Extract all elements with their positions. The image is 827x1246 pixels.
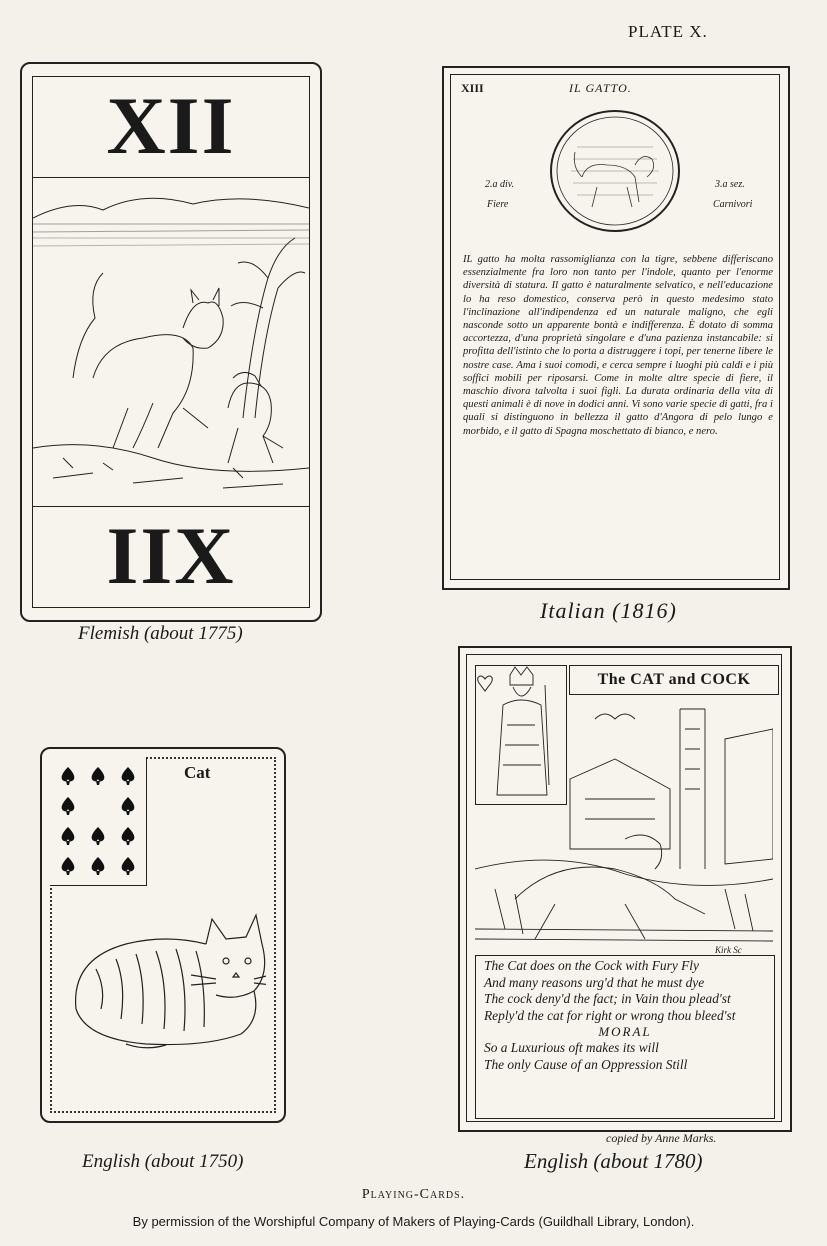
flemish-card xyxy=(20,62,322,622)
italian-card-title: IL GATTO. xyxy=(569,81,632,95)
flemish-top-numeral: XII xyxy=(106,80,236,171)
flemish-bottom-panel xyxy=(33,506,309,607)
engraver-signature: Kirk Sc xyxy=(715,945,742,955)
verse-line: The Cat does on the Cock with Fury Fly xyxy=(484,958,699,973)
moral-line: The only Cause of an Oppression Still xyxy=(484,1056,688,1072)
italian-card-number: XIII xyxy=(461,81,484,95)
english-1750-cat-illustration xyxy=(66,899,266,1059)
flemish-cat-dog-illustration xyxy=(33,178,309,506)
italian-left-label-2: Fiere xyxy=(487,199,509,210)
english-1780-caption: English (about 1780) xyxy=(524,1149,703,1173)
moral-heading: MORAL xyxy=(598,1024,652,1040)
flemish-caption: Flemish (about 1775) xyxy=(78,623,243,644)
flemish-top-panel xyxy=(33,77,309,178)
copied-by-note: copied by Anne Marks. xyxy=(606,1131,717,1145)
italian-right-label-2: Carnivori xyxy=(713,199,753,210)
english-1750-card xyxy=(40,747,286,1123)
english-1780-card xyxy=(458,646,792,1132)
flemish-bottom-numeral: IIX xyxy=(106,510,236,601)
verse-line: Reply'd the cat for right or wrong thou bleed'st xyxy=(484,1007,736,1023)
italian-cat-medallion xyxy=(547,107,683,235)
plate-number: PLATE X. xyxy=(628,22,708,41)
italian-caption: Italian (1816) xyxy=(540,598,677,623)
italian-card xyxy=(442,66,790,590)
italian-card-text: IL gatto ha molta rassomiglianza con la tigre, sebbene differiscano essenzialmente fra loro non tanto per l'indole, quanto per l'enorme diversità di statura. Il gatto è naturalmente selvatico, e nell'educazione lo ha reso domestico, conserva però in questo medesimo stato l'inclinazione all'indipendenza ed un naturale maligno, che egli nasconde sotto un apparente bontà e indifferenza. È dotato di somma accortezza, d'una proprietà singolare e d'una pazienza instancabile: si profitta dell'istinto che lo porta a distruggere i topi, per tenerne libere le nostre case. Ama i suoi comodi, e cerca sempre i luoghi più caldi e i più soffici mobili per riposarsi. Come in molte altre specie di fiere, il maschio divora talvolta i suoi figli. La durata ordinaria della vita di questi animali è di nove in dodici anni. Vi sono varie specie di gatti, fra i quali si distinguono in bellezza il gatto d'Angora di pelo lungo e morbido, e il gatto di Spagna moschettato di bianco, e nero. xyxy=(463,254,773,437)
verse-line: And many reasons urg'd that he must dye xyxy=(484,974,705,990)
plate-credit: By permission of the Worshipful Company of Makers of Playing-Cards (Guildhall Library, London). xyxy=(132,1214,695,1229)
english-1780-title-box xyxy=(569,665,779,695)
moral-line: So a Luxurious oft makes its will xyxy=(484,1040,659,1056)
verse-line: The cock deny'd the fact; in Vain thou plead'st xyxy=(484,991,731,1007)
english-1780-cat-cock-illustration xyxy=(475,699,773,949)
flemish-card-frame xyxy=(32,76,310,608)
english-1780-card-frame xyxy=(466,654,782,1122)
english-1750-title: Cat xyxy=(184,763,211,782)
italian-left-label-1: 2.a div. xyxy=(485,179,514,190)
spade-icon xyxy=(50,757,146,885)
english-1750-caption: English (about 1750) xyxy=(82,1151,244,1172)
plate-title: Playing-Cards. xyxy=(361,1187,466,1202)
english-1780-verse-box xyxy=(475,955,775,1119)
italian-card-frame xyxy=(450,74,780,580)
english-1750-spade-pips xyxy=(50,757,147,886)
italian-right-label-1: 3.a sez. xyxy=(715,179,745,190)
english-1780-title: The CAT and COCK xyxy=(597,671,751,688)
